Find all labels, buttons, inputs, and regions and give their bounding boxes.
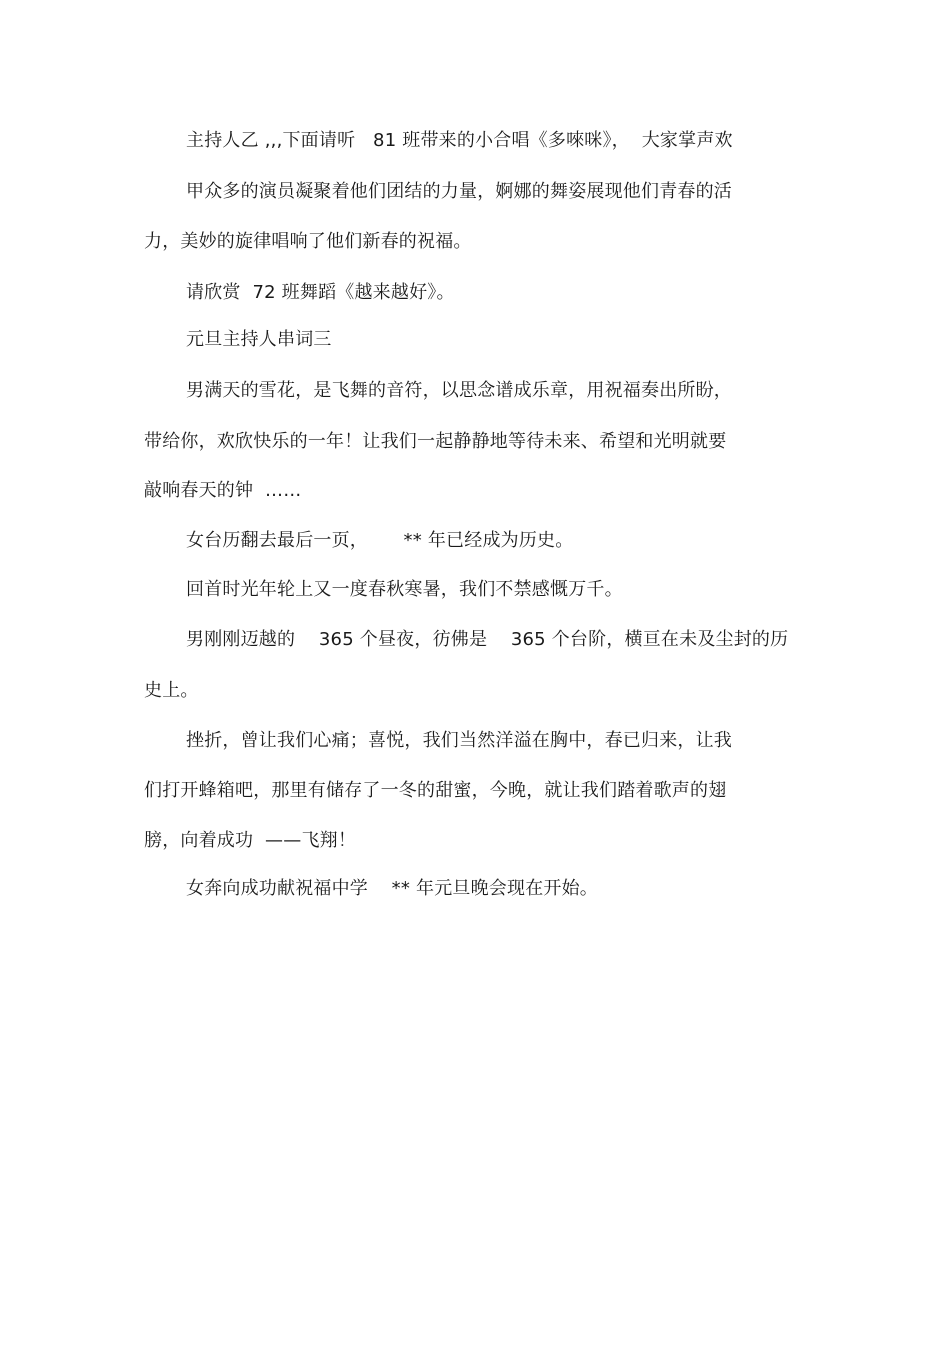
paragraph-line: 女奔向成功献祝福中学 ** 年元旦晚会现在开始。 xyxy=(186,878,599,899)
paragraph-line: 主持人乙 ,,,下面请听 81 班带来的小合唱《多唻咪》， 大家掌声欢 xyxy=(186,130,733,151)
section-heading: 元旦主持人串词三 xyxy=(186,329,332,350)
paragraph-line: 女台历翻去最后一页， ** 年已经成为历史。 xyxy=(186,530,574,551)
paragraph-line: 带给你，欢欣快乐的一年！让我们一起静静地等待未来、希望和光明就要 xyxy=(144,431,727,452)
paragraph-line: 挫折，曾让我们心痛；喜悦，我们当然洋溢在胸中，春已归来，让我 xyxy=(186,730,732,751)
paragraph-line: 敲响春天的钟 …… xyxy=(144,480,302,501)
paragraph-line: 男满天的雪花，是飞舞的音符，以思念谱成乐章，用祝福奏出所盼， xyxy=(186,380,732,401)
paragraph-line: 回首时光年轮上又一度春秋寒暑，我们不禁感慨万千。 xyxy=(186,579,623,600)
paragraph-line: 请欣赏 72 班舞蹈《越来越好》。 xyxy=(186,282,455,303)
paragraph-line: 膀，向着成功 ——飞翔！ xyxy=(144,830,357,851)
paragraph-line: 力，美妙的旋律唱响了他们新春的祝福。 xyxy=(144,231,472,252)
paragraph-line: 们打开蜂箱吧，那里有储存了一冬的甜蜜，今晚，就让我们踏着歌声的翅 xyxy=(144,780,727,801)
paragraph-line: 甲众多的演员凝聚着他们团结的力量，婀娜的舞姿展现他们青春的活 xyxy=(186,181,732,202)
paragraph-line: 史上。 xyxy=(144,680,199,701)
paragraph-line: 男刚刚迈越的 365 个昼夜，彷佛是 365 个台阶，横亘在未及尘封的历 xyxy=(186,629,789,650)
